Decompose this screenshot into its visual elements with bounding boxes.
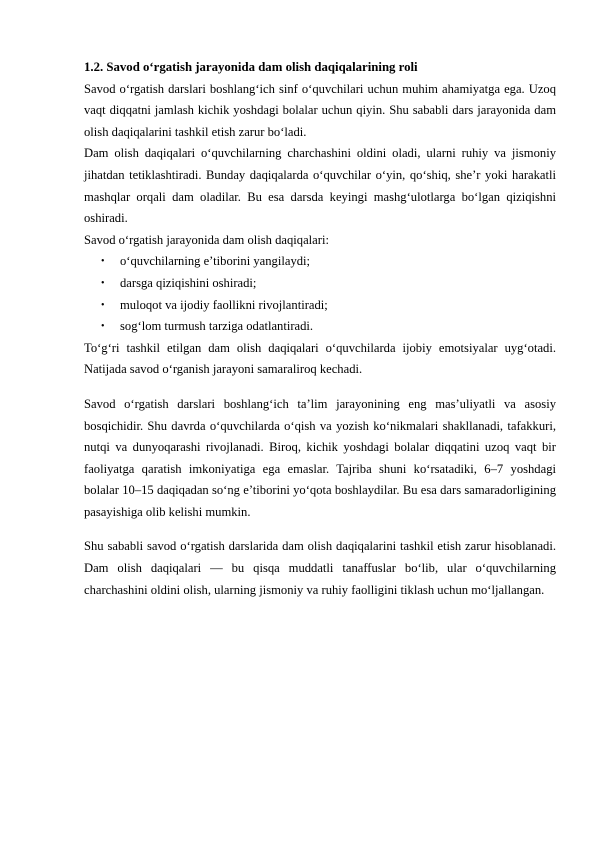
bullet-icon: • bbox=[101, 321, 105, 333]
paragraph-5: Savod o‘rgatish darslari boshlang‘ich ta’lim jarayonining eng mas’uliyatli va asosiy bosqichidir. Shu davrda o‘quvchilarda o‘qish va yozish ko‘nikmalari shakllanadi, tafakkuri, nutqi va dunyoqarashi rivojlanadi. Biroq, kichik yoshdagi bolalar diqqatini uzoq vaqt bir faoliyatga qaratish imkoniyatiga ega emaslar. Tajriba shuni ko‘rsatadiki, 6–7 yoshdagi bolalar 10–15 daqiqadan so‘ng e’tiborini yo‘qota boshlaydilar. Bu esa dars samaradorligining pasayishiga olib kelishi mumkin. bbox=[84, 396, 556, 519]
list-item-text: sog‘lom turmush tarziga odatlantiradi. bbox=[120, 319, 314, 334]
paragraph-1: Savod o‘rgatish darslari boshlang‘ich sinf o‘quvchilari uchun muhim ahamiyatga ega. Uzoq vaqt diqqatni jamlash kichik yoshdagi bolalar uchun qiyin. Shu sababli dars jarayonida dam olish daqiqalarini tashkil etish zarur bo‘ladi. bbox=[84, 81, 556, 139]
list-item-text: darsga qiziqishini oshiradi; bbox=[120, 275, 257, 290]
bullet-icon: • bbox=[101, 299, 105, 311]
list-item-text: o‘quvchilarning e’tiborini yangilaydi; bbox=[120, 254, 311, 269]
paragraph-2: Dam olish daqiqalari o‘quvchilarning charchashini oldini oladi, ularni ruhiy va jismoniy jihatdan tetiklashtiradi. Bunday daqiqalarda o‘quvchilar o‘yin, qo‘shiq, she’r yoki harakatli mashqlar orqali dam oladilar. Bu esa darsda keyingi mashg‘ulotlarga bo‘lgan qiziqishni oshiradi. bbox=[84, 146, 556, 226]
list-item bbox=[84, 316, 556, 338]
list-item bbox=[84, 251, 556, 273]
bullet-list bbox=[84, 251, 556, 337]
list-item-text: muloqot va ijodiy faollikni rivojlantiradi; bbox=[120, 297, 328, 312]
bullet-icon: • bbox=[101, 256, 105, 268]
document-page bbox=[84, 57, 556, 601]
paragraph-4: To‘g‘ri tashkil etilgan dam olish daqiqalari o‘quvchilarda ijobiy emotsiyalar uyg‘otadi. Natijada savod o‘rganish jarayoni samaraliroq kechadi. bbox=[84, 340, 556, 377]
paragraph-3: Savod o‘rgatish jarayonida dam olish daqiqalari: bbox=[84, 232, 329, 247]
paragraph-6: Shu sababli savod o‘rgatish darslarida dam olish daqiqalarini tashkil etish zarur hisoblanadi. Dam olish daqiqalari — bu qisqa muddatli tanaffuslar bo‘lib, ular o‘quvchilarning charchashini oldini olish, ularning jismoniy va ruhiy faolligini tiklash uchun mo‘ljallangan. bbox=[84, 539, 556, 597]
section-heading: 1.2. Savod o‘rgatish jarayonida dam olish daqiqalarining roli bbox=[84, 60, 418, 74]
bullet-icon: • bbox=[101, 277, 105, 289]
list-item bbox=[84, 273, 556, 295]
list-item bbox=[84, 295, 556, 317]
